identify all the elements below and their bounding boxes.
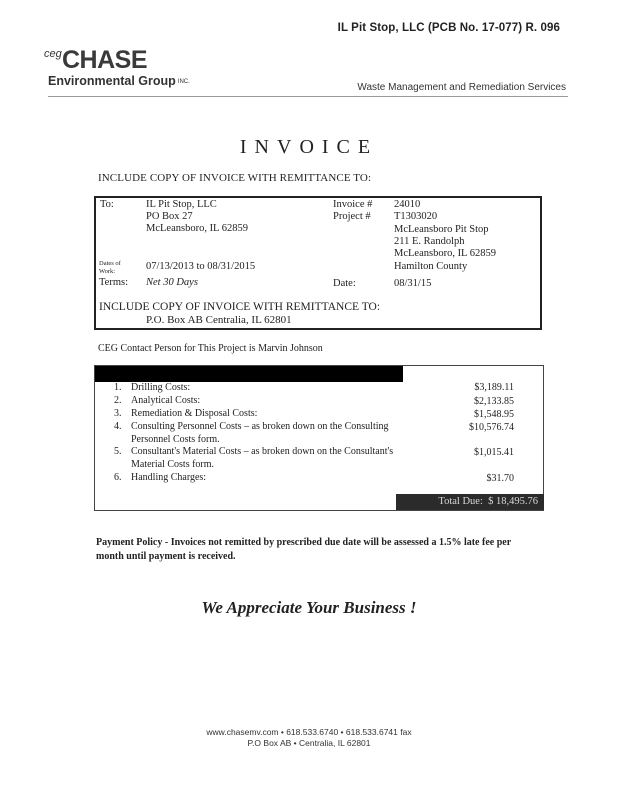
cost-item-label: Consulting Personnel Costs – as broken down on the Consulting Personnel Costs form. — [131, 421, 389, 445]
to-line-2: PO Box 27 — [146, 211, 193, 222]
cost-item-label: Drilling Costs: — [131, 382, 191, 393]
cost-item-label: Remediation & Disposal Costs: — [131, 408, 258, 419]
dates-of-work: 07/13/2013 to 08/31/2015 — [146, 261, 256, 272]
cost-item-number: 1. — [114, 382, 122, 393]
invoice-number: 24010 — [394, 199, 421, 210]
to-line-3: McLeansboro, IL 62859 — [146, 223, 248, 234]
contact-person: CEG Contact Person for This Project is Marvin Johnson — [98, 343, 323, 354]
dates-of-work-label-1: Dates of — [99, 260, 121, 267]
project-line-4: Hamilton County — [394, 261, 468, 272]
terms-value: Net 30 Days — [146, 277, 198, 288]
remit-address: P.O. Box AB Centralia, IL 62801 — [146, 314, 292, 326]
invoice-title: INVOICE — [239, 136, 379, 158]
document-reference: IL Pit Stop, LLC (PCB No. 17-077) R. 096 — [337, 22, 560, 34]
box-remittance-instruction: INCLUDE COPY OF INVOICE WITH REMITTANCE TO: — [99, 301, 381, 313]
cost-item-amount: $1,015.41 — [474, 447, 514, 458]
cost-item-label: Handling Charges: — [131, 472, 207, 483]
header-divider — [48, 96, 568, 97]
cost-item-number: 6. — [114, 472, 122, 483]
invoice-date: 08/31/15 — [394, 278, 432, 289]
cost-item-number: 5. — [114, 446, 122, 457]
cost-item-number: 2. — [114, 395, 122, 406]
redaction-bar — [95, 366, 403, 382]
company-tagline: Waste Management and Remediation Services — [357, 82, 566, 93]
cost-item-number: 4. — [114, 421, 122, 432]
thank-you-message: We Appreciate Your Business ! — [201, 598, 417, 617]
company-subtitle-text: Environmental Group — [48, 74, 176, 88]
payment-policy: Payment Policy - Invoices not remitted by prescribed due date will be assessed a 1.5% late fee per month until payment is received. — [96, 537, 511, 562]
company-logo: CHASE — [62, 46, 148, 74]
to-label: To: — [100, 199, 114, 210]
logo-mark: ceg — [44, 48, 62, 60]
invoice-number-label: Invoice # — [333, 199, 373, 210]
to-line-1: IL Pit Stop, LLC — [146, 199, 217, 210]
dates-of-work-label-2: Work: — [99, 268, 116, 275]
project-number-label: Project # — [333, 211, 371, 222]
company-subtitle — [48, 74, 190, 88]
cost-item-amount: $10,576.74 — [469, 422, 514, 433]
cost-item-amount: $1,548.95 — [474, 409, 514, 420]
terms-label: Terms: — [99, 277, 129, 288]
cost-item-label: Analytical Costs: — [131, 395, 201, 406]
date-label: Date: — [333, 278, 356, 289]
project-number: T1303020 — [394, 211, 438, 222]
total-due-label: Total Due: — [438, 496, 483, 507]
project-line-2: 211 E. Randolph — [394, 236, 465, 247]
project-line-3: McLeansboro, IL 62859 — [394, 248, 496, 259]
company-inc: INC. — [177, 78, 190, 85]
total-due-value: $ 18,495.76 — [488, 496, 538, 507]
cost-item-amount: $3,189.11 — [474, 382, 514, 393]
total-due — [396, 494, 544, 510]
cost-item-number: 3. — [114, 408, 122, 419]
footer-contact: www.chasemv.com • 618.533.6740 • 618.533.6741 fax — [206, 727, 412, 737]
cost-item-amount: $2,133.85 — [474, 396, 514, 407]
footer-address: P.O Box AB • Centralia, IL 62801 — [247, 738, 371, 748]
remittance-instruction: INCLUDE COPY OF INVOICE WITH REMITTANCE TO: — [98, 172, 372, 184]
project-line-1: McLeansboro Pit Stop — [394, 224, 489, 235]
cost-item-label: Consultant's Material Costs – as broken down on the Consultant's Material Costs form. — [131, 446, 394, 470]
cost-item-amount: $31.70 — [486, 473, 514, 484]
